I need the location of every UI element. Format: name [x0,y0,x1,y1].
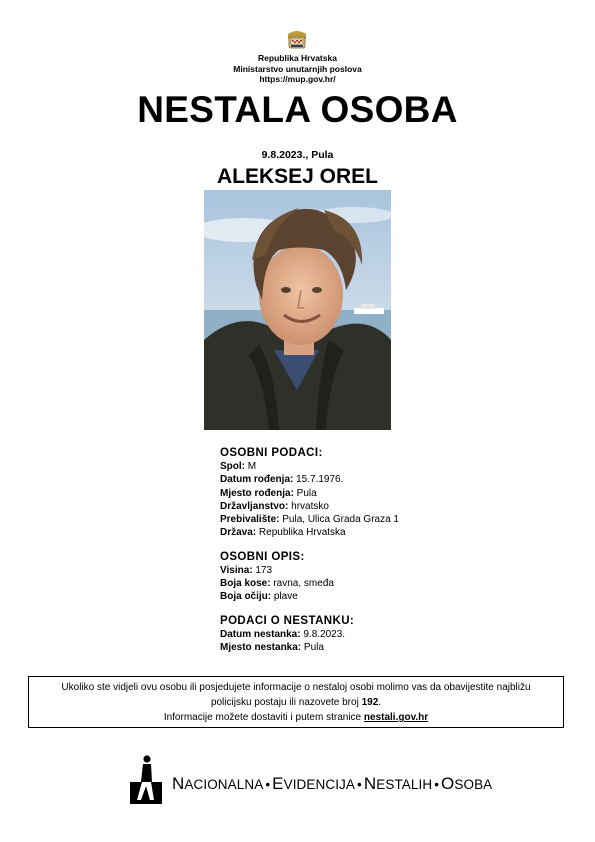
notice-line-2-end: . [378,697,382,708]
walking-person-logo-icon [130,754,162,804]
section-heading-personal: OSOBNI PODACI: [220,447,323,459]
detail-label: Visina: [220,564,253,576]
wordmark-word: SOBA [454,777,493,792]
section-heading-disappearance: PODACI O NESTANKU: [220,614,355,627]
detail-value: hrvatsko [288,500,329,512]
detail-row [220,577,520,590]
wordmark-word: VIDENCIJA [283,777,356,792]
detail-row [220,513,520,526]
page-title: NESTALA OSOBA [137,89,458,130]
police-phone-number: 192 [361,697,379,708]
detail-label: Država: [220,527,257,539]
person-photo [204,190,391,430]
detail-value: Pula [293,487,317,499]
section-heading-description: OSOBNI OPIS: [220,550,305,563]
detail-label: Boja kose: [220,578,271,590]
wordmark-capital: E [272,774,284,793]
detail-value: 173 [252,564,273,576]
country-name: Republika Hrvatska [258,53,337,63]
ministry-website[interactable]: https://mup.gov.hr/ [259,74,336,84]
notice-line-2 [29,695,563,710]
detail-label: Spol: [220,461,245,472]
detail-row [220,564,520,577]
detail-row [220,590,520,603]
detail-row [220,500,520,513]
date-place: 9.8.2023., Pula [261,149,334,161]
detail-label: Datum nestanka: [220,628,301,640]
detail-value: 15.7.1976. [293,474,344,486]
ministry-header [0,53,595,85]
wordmark-word: ESTALIH [376,777,433,792]
description-data-list [220,564,520,604]
notice-box [28,676,564,728]
detail-label: Mjesto nestanka: [220,641,302,653]
detail-label: Državljanstvo: [220,500,289,512]
details-block [220,446,520,654]
detail-value: Republika Hrvatska [256,527,346,539]
notice-line-1: Ukoliko ste vidjeli ovu osobu ili posjedujete informacije o nestaloj osobi molimo vas da obavijestite najbližu [61,682,531,693]
detail-row [220,526,520,539]
wordmark-separator: • [265,777,271,792]
detail-value: Pula [301,641,324,653]
detail-value: Pula, Ulica Grada Graza 1 [279,514,399,526]
notice-line-2-text: policijsku postaju ili nazovete broj [210,697,362,708]
wordmark-separator: • [434,777,440,792]
detail-row [220,487,520,500]
disappearance-data-list [220,628,520,655]
ministry-name: Ministarstvo unutarnjih poslova [233,63,362,74]
croatian-police-crest-icon [285,28,309,52]
detail-row [220,473,520,486]
detail-row [220,628,520,641]
nens-wordmark [172,776,492,793]
detail-row [220,460,520,473]
wordmark-separator: • [357,777,362,792]
detail-value: 9.8.2023. [300,628,346,640]
notice-line-3 [29,710,563,725]
person-name: ALEKSEJ OREL [216,165,379,188]
detail-label: Boja očiju: [220,591,272,603]
notice-line-3-text: Informacije možete dostaviti i putem stranice [163,712,364,723]
wordmark-word: ACIONALNA [184,777,264,792]
nestali-link[interactable]: nestali.gov.hr [363,712,429,723]
wordmark-capital: N [172,774,185,793]
detail-row [220,641,520,654]
personal-data-list [220,460,520,540]
detail-label: Datum rođenja: [220,474,294,486]
detail-label: Mjesto rođenja: [220,487,294,499]
detail-value: ravna, smeđa [270,578,334,590]
detail-value: M [245,461,257,472]
wordmark-capital: O [441,774,455,793]
detail-label: Prebivalište: [220,514,280,526]
wordmark-capital: N [363,774,377,793]
detail-value: plave [271,591,298,603]
